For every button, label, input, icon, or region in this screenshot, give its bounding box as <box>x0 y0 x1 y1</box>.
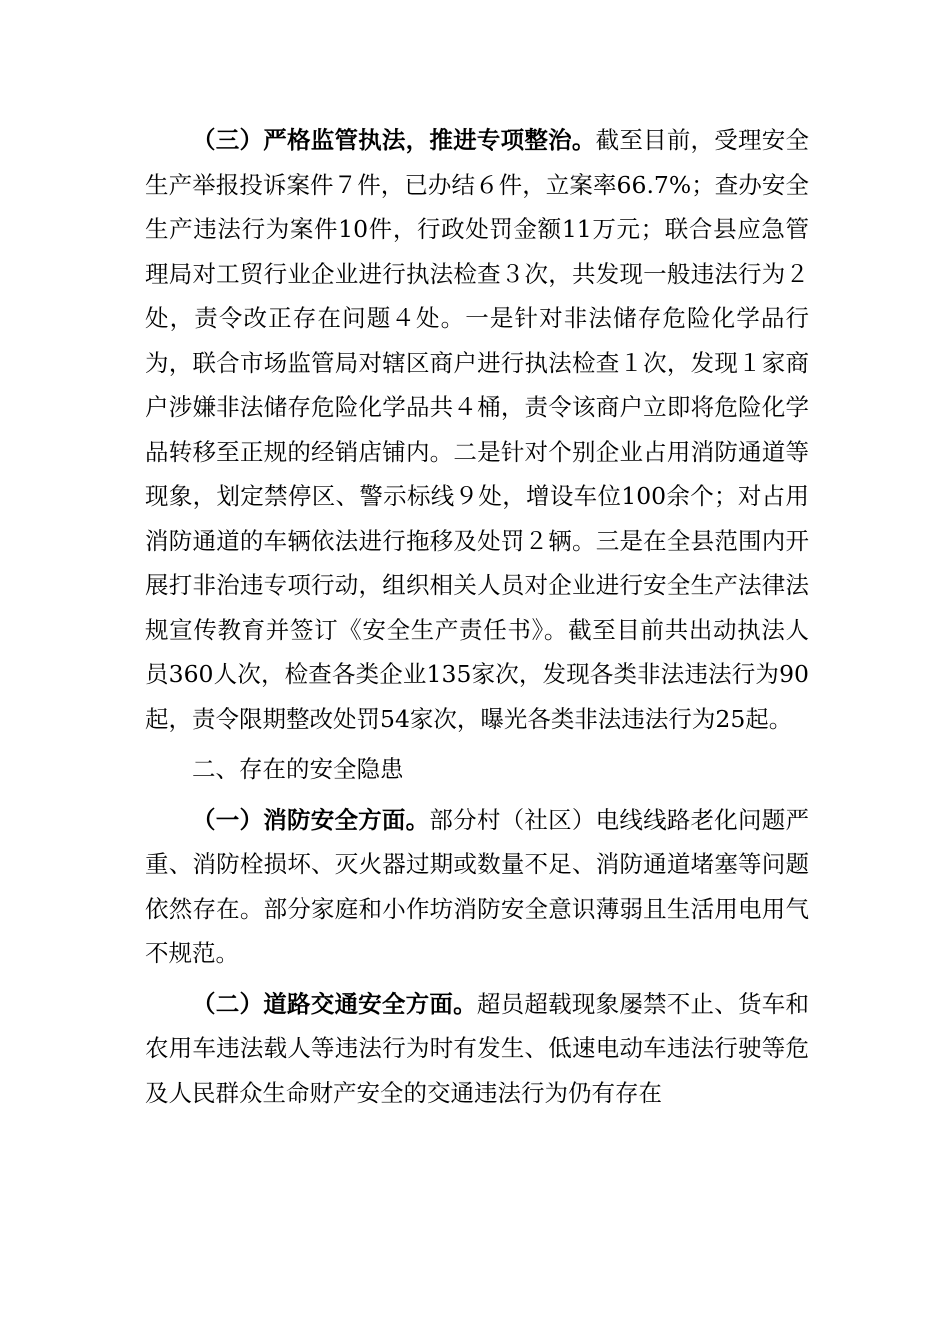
paragraph-strict-supervision <box>145 118 809 741</box>
paragraph-lead: （三）严格监管执法，推进专项整治。 <box>192 126 596 154</box>
paragraph-lead: （一）消防安全方面。 <box>192 805 430 834</box>
paragraph-body: 截至目前，受理安全生产举报投诉案件７件，已办结６件，立案率66.7%；查办安全生产违法行为案件10件，行政处罚金额11万元；联合县应急管理局对工贸行业企业进行执法检查３次，共发现一般违法行为２处，责令改正存在问题４处。一是针对非法储存危险化学品行为，联合市场监管局对辖区商户进行执法检查１次，发现１家商户涉嫌非法储存危险化学品共４桶，责令该商户立即将危险化学品转移至正规的经销店铺内。二是针对个别企业占用消防通道等现象，划定禁停区、警示标线９处，增设车位100余个；对占用消防通道的车辆依法进行拖移及处罚２辆。三是在全县范围内开展打非治违专项行动，组织相关人员对企业进行安全生产法律法规宣传教育并签订《安全生产责任书》。截至目前共出动执法人员360人次，检查各类企业135家次，发现各类非法违法行为90起，责令限期整改处罚54家次，曝光各类非法违法行为25起。 <box>145 126 810 733</box>
paragraph-body: 部分村（社区）电线线路老化问题严重、消防栓损坏、灭火器过期或数量不足、消防通道堵塞等问题依然存在。部分家庭和小作坊消防安全意识薄弱且生活用电用气不规范。 <box>145 805 810 967</box>
paragraph-fire-safety <box>145 798 809 976</box>
paragraph-body: 超员超载现象屡禁不止、货车和农用车违法载人等违法行为时有发生、低速电动车违法行驶等危及人民群众生命财产安全的交通违法行为仍有存在 <box>145 989 810 1107</box>
document-page <box>145 118 809 1115</box>
paragraph-road-traffic-safety <box>145 982 809 1116</box>
section-heading: 二、存在的安全隐患 <box>192 755 404 783</box>
paragraph-lead: （二）道路交通安全方面。 <box>192 989 477 1018</box>
